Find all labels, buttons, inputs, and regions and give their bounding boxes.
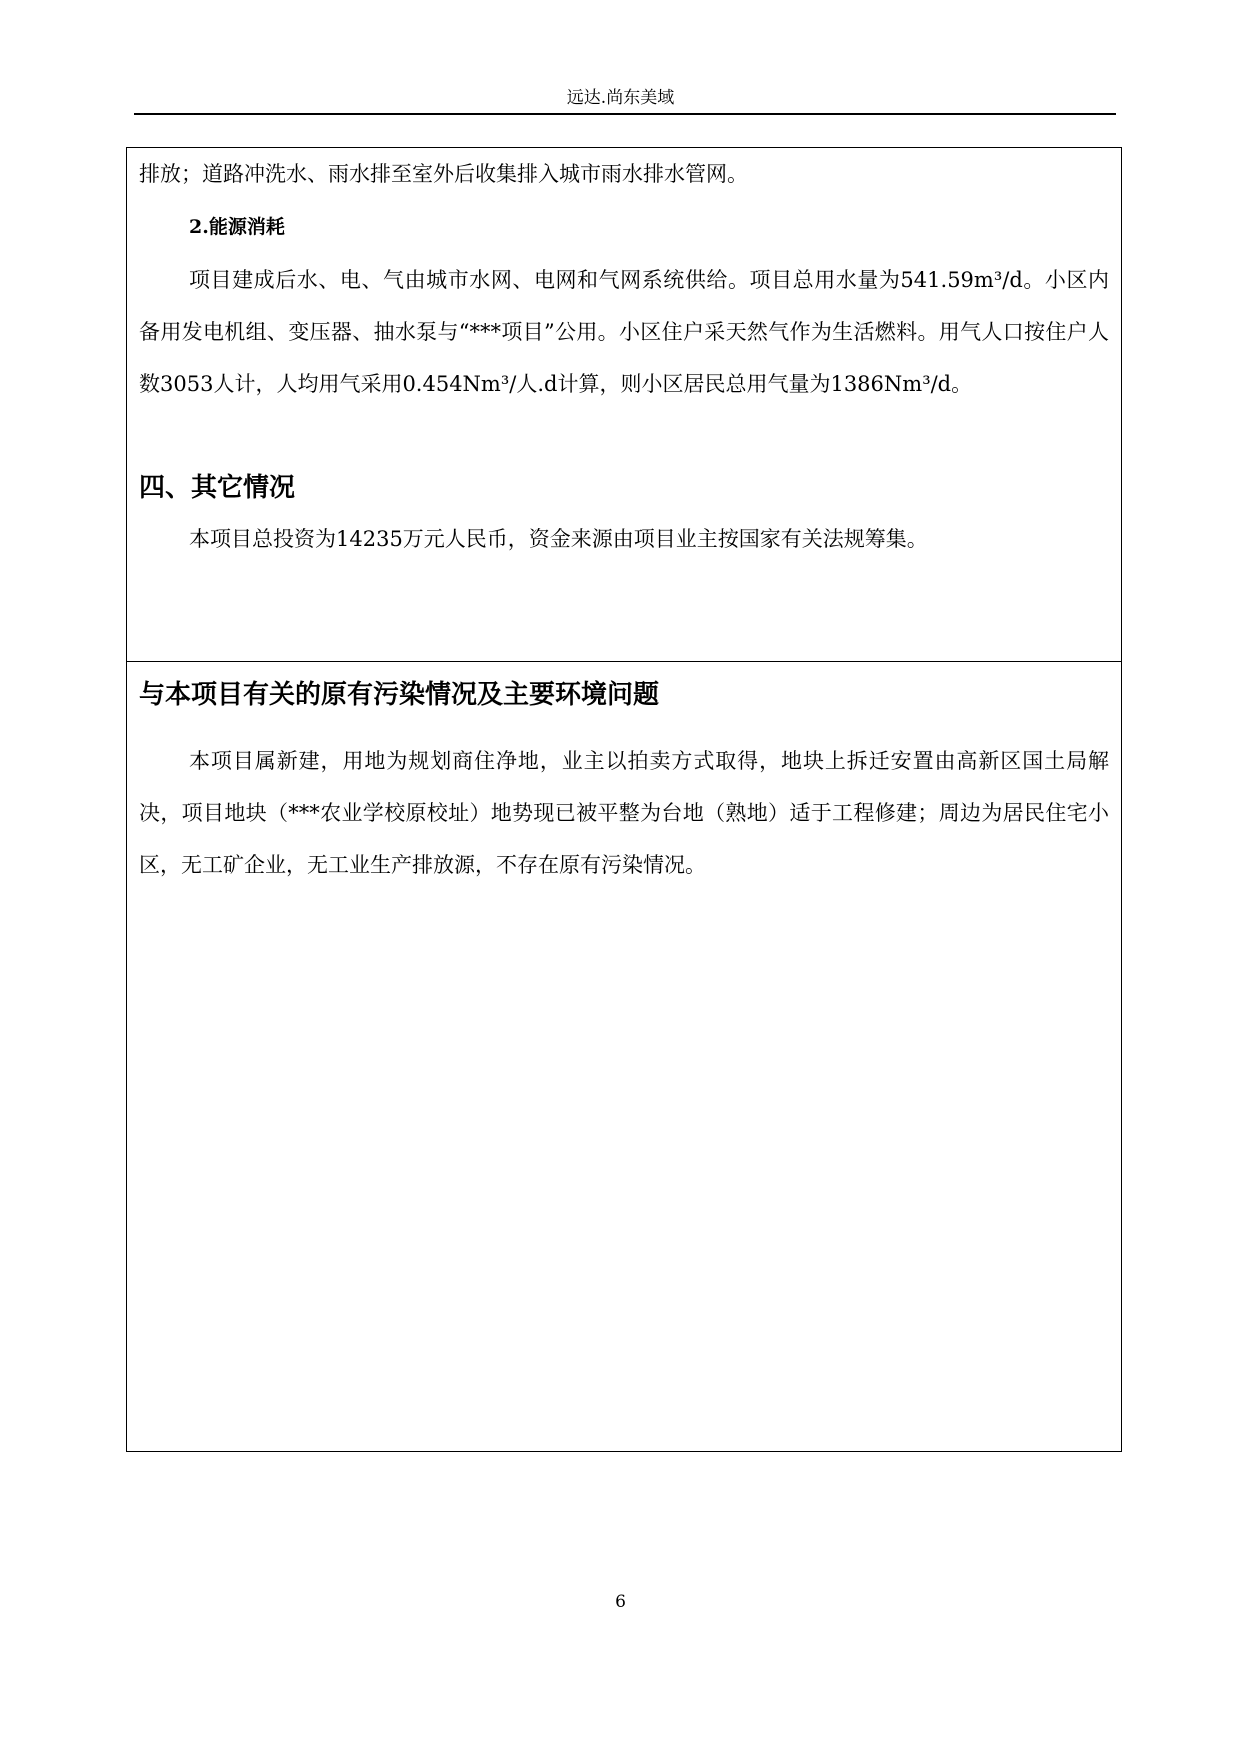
- header-divider: [134, 113, 1116, 115]
- project-overview-box: [126, 147, 1122, 662]
- pollution-issues-box: [126, 661, 1122, 1452]
- pollution-heading: 与本项目有关的原有污染情况及主要环境问题: [139, 680, 660, 710]
- energy-paragraph: 项目建成后水、电、气由城市水网、电网和气网系统供给。项目总用水量为541.59m³/d。小区内备用发电机组、变压器、抽水泵与“***项目”公用。小区住户采天然气作为生活燃料。用气人口按住户人数3053人计，人均用气采用0.454Nm³/人.d计算，则小区居民总用气量为1386Nm³/d。: [139, 268, 1109, 396]
- page-number: 6: [615, 1592, 626, 1612]
- continuation-paragraph: 排放；道路冲洗水、雨水排至室外后收集排入城市雨水排水管网。: [139, 162, 748, 186]
- pollution-paragraph: 本项目属新建，用地为规划商住净地，业主以拍卖方式取得，地块上拆迁安置由高新区国土局解决，项目地块（***农业学校原校址）地势现已被平整为台地（熟地）适于工程修建；周边为居民住宅小区，无工矿企业，无工业生产排放源，不存在原有污染情况。: [139, 749, 1109, 877]
- other-situation-paragraph: 本项目总投资为14235万元人民币，资金来源由项目业主按国家有关法规筹集。: [189, 527, 928, 551]
- header-title: 远达.尚东美域: [566, 88, 675, 108]
- energy-subheading: 2.能源消耗: [189, 216, 285, 238]
- other-situation-heading: 四、其它情况: [139, 473, 296, 503]
